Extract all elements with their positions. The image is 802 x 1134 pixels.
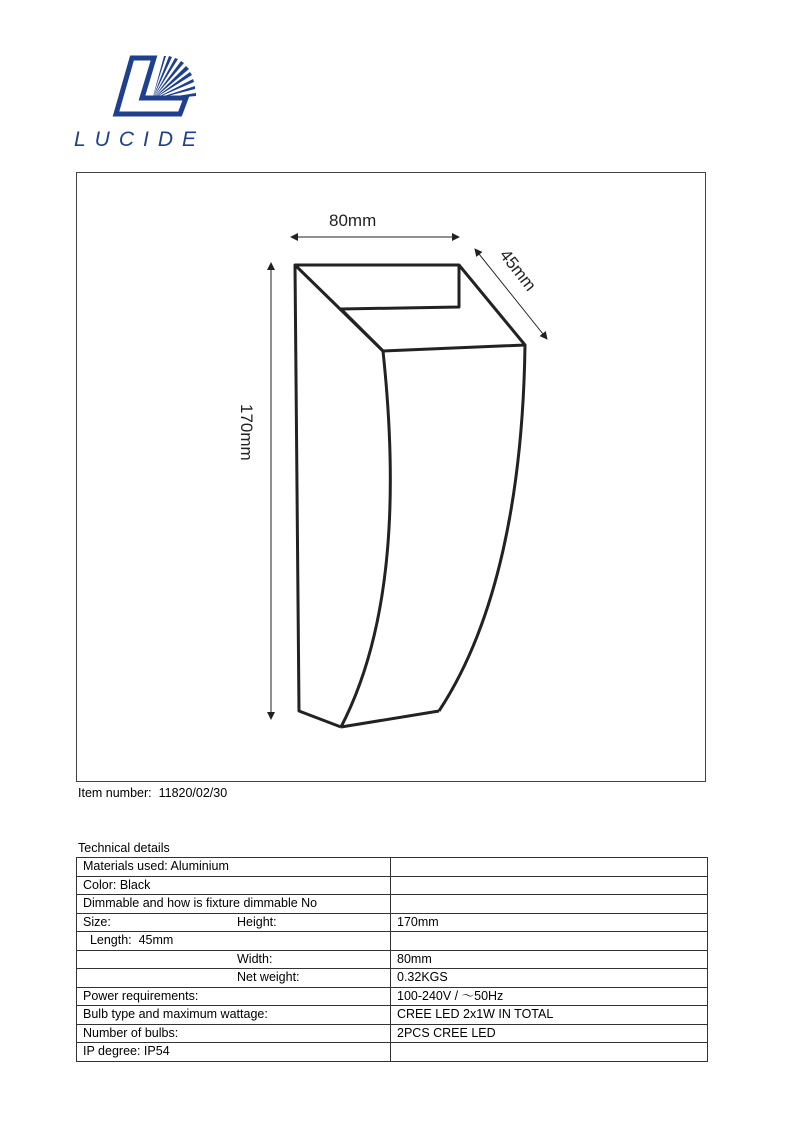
lucide-logo-mark (74, 52, 224, 132)
spec-value: CREE LED 2x1W IN TOTAL (391, 1006, 708, 1025)
spec-value (391, 858, 708, 877)
table-row (77, 932, 708, 951)
item-number-value: 11820/02/30 (158, 786, 228, 800)
product-drawing (76, 172, 706, 782)
table-row (77, 969, 708, 988)
spec-label: Color: Black (77, 876, 391, 895)
spec-label-cell (77, 969, 391, 988)
height-label: 170mm (237, 404, 256, 461)
table-row (77, 1006, 708, 1025)
spec-label: Materials used: Aluminium (77, 858, 391, 877)
item-number (78, 786, 227, 800)
spec-value (391, 876, 708, 895)
spec-value (391, 1043, 708, 1062)
spec-sublabel: Height: (237, 914, 277, 929)
spec-label: Length: 45mm (77, 932, 391, 951)
table-row (77, 1024, 708, 1043)
spec-value: 2PCS CREE LED (391, 1024, 708, 1043)
spec-label: Dimmable and how is fixture dimmable No (77, 895, 391, 914)
table-row (77, 1043, 708, 1062)
depth-label: 45mm (495, 245, 540, 295)
technical-details-table (76, 857, 708, 1062)
spec-value: 170mm (391, 913, 708, 932)
table-row (77, 858, 708, 877)
dimension-drawing (77, 173, 707, 783)
spec-label: Bulb type and maximum wattage: (77, 1006, 391, 1025)
spec-label-cell (77, 950, 391, 969)
spec-label-cell (77, 913, 391, 932)
spec-value (391, 932, 708, 951)
spec-value: 100-240V / ～50Hz (391, 987, 708, 1006)
width-label: 80mm (329, 211, 377, 230)
fixture-outline (295, 265, 525, 727)
table-row (77, 895, 708, 914)
lucide-logo (74, 52, 224, 162)
spec-label: Size: (83, 914, 111, 929)
spec-value (391, 895, 708, 914)
spec-value: 80mm (391, 950, 708, 969)
spec-value: 0.32KGS (391, 969, 708, 988)
spec-label: Power requirements: (77, 987, 391, 1006)
spec-sublabel: Width: (237, 951, 273, 966)
spec-sublabel: Net weight: (237, 970, 300, 984)
table-row (77, 987, 708, 1006)
technical-details-title: Technical details (78, 841, 170, 855)
spec-label: IP degree: IP54 (77, 1043, 391, 1062)
table-row (77, 876, 708, 895)
spec-label: Number of bulbs: (77, 1024, 391, 1043)
table-row (77, 913, 708, 932)
item-number-label: Item number: (78, 786, 152, 800)
brand-name: LUCIDE (74, 128, 206, 151)
table-row (77, 950, 708, 969)
